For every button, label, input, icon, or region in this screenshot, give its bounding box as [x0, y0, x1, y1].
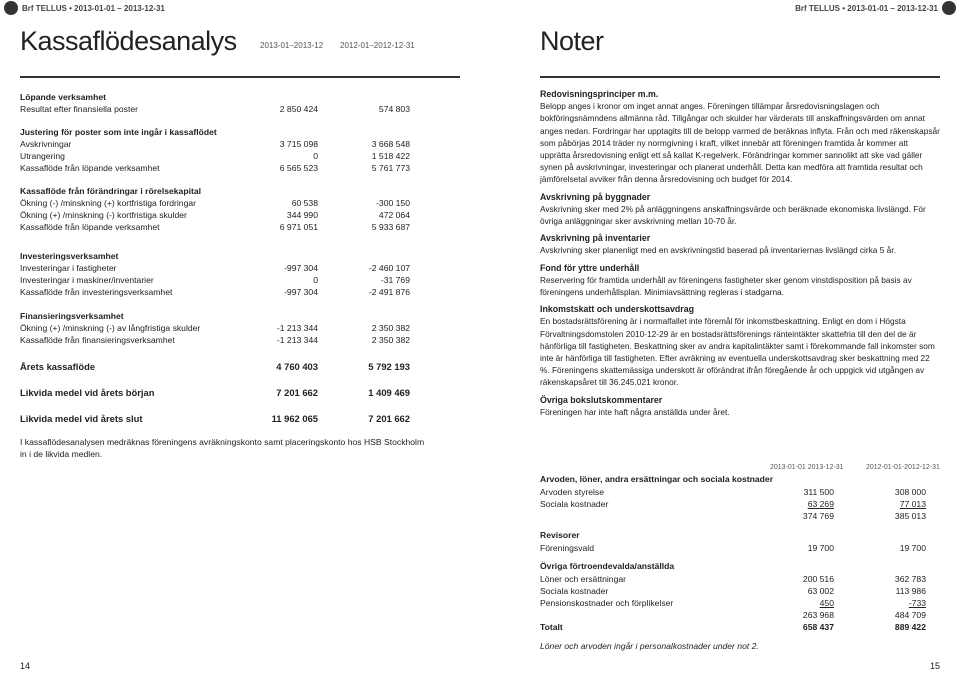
- row-label: Löner och ersättningar: [540, 574, 626, 584]
- page-title-noter: Noter: [540, 26, 604, 56]
- row-value-2013: 7 201 662: [276, 387, 318, 398]
- row-value-2012: 889 422: [894, 622, 926, 632]
- note-section: [540, 88, 940, 186]
- note-heading: Avskrivning på inventarier: [540, 233, 651, 244]
- row-label: Ökning (+) /minskning (-) av långfristiga skulder: [20, 323, 201, 333]
- note-heading: Inkomstskatt och underskottsavdrag: [540, 304, 694, 315]
- row-label: Kassaflöde från förändringar i rörelsekapital: [20, 186, 202, 196]
- row-value-2013: 658 437: [802, 622, 834, 632]
- brf-logo-icon: [942, 1, 956, 15]
- title-rule-right: [540, 76, 940, 78]
- row-value-2013: 0: [313, 151, 318, 161]
- notes-column-header-2013: 2013-01-01 2013-12-31: [770, 464, 844, 471]
- row-value-2013: 11 962 065: [271, 413, 318, 424]
- row-label: Avskrivningar: [20, 139, 72, 149]
- row-label: Kassaflöde från löpande verksamhet: [20, 163, 160, 173]
- row-value-2013: 63 002: [807, 586, 834, 596]
- row-label: Likvida medel vid årets början: [20, 387, 155, 398]
- note-body: En bostadsrättsförening är i normalfallet inte föremål för inkomstbeskattning. Enligt en dom i Högsta Förvaltningsdomstolen 2010-12-29 är en bostadsrättsförenings ränteintäkter skattefria till den del de är hänförliga till fastigheten. Beskattning sker av andra kapitalintäkter samt i förekommande fall inkomster som inte är hänförliga till fastigheten. Efter avräkning av eventuella underskottsavdrag sker beskattning med 22 %. Föreningens skattemässiga underskott är oförändrat ifrån föregående år och uppgick vid utgången av räkenskapsåret till 36.245.021 kronor.: [540, 316, 935, 388]
- row-value-2013: 4 760 403: [276, 361, 318, 372]
- row-value-2013: 19 700: [807, 543, 834, 553]
- row-label: Investeringsverksamhet: [20, 251, 119, 261]
- row-value-2012: 308 000: [894, 487, 926, 497]
- row-value-2013: 63 269: [807, 499, 834, 509]
- column-header-2013: 2013-01–2013-12: [260, 41, 324, 50]
- row-value-2012: 362 783: [894, 574, 926, 584]
- note-heading: Fond för yttre underhåll: [540, 262, 640, 273]
- row-value-2013: 2 850 424: [279, 104, 318, 114]
- row-label: Investeringar i maskiner/inventarier: [20, 275, 154, 285]
- row-label: Investeringar i fastigheter: [20, 263, 117, 273]
- row-label: Finansieringsverksamhet: [20, 311, 124, 321]
- row-label: Ökning (-) /minskning (+) kortfristiga fordringar: [20, 198, 196, 208]
- row-value-2012: 2 350 382: [371, 323, 410, 333]
- row-label: Kassaflöde från investeringsverksamhet: [20, 287, 173, 297]
- row-value-2012: 19 700: [899, 543, 926, 553]
- note-heading: Redovisningsprinciper m.m.: [540, 89, 659, 99]
- note-section: [540, 394, 940, 418]
- row-value-2013: 374 769: [802, 511, 834, 521]
- row-label: Sociala kostnader: [540, 586, 609, 596]
- row-label: Arvoden styrelse: [540, 487, 605, 497]
- column-header-2012: 2012-01–2012-12-31: [340, 41, 415, 50]
- row-label: Totalt: [540, 622, 563, 632]
- row-value-2012: 1 518 422: [371, 151, 410, 161]
- note-body: Avskrivning sker planenligt med en avskrivningstid baserad på inventariernas livslängd cirka 5 år.: [540, 245, 896, 256]
- row-label: Arvoden, löner, andra ersättningar och sociala kostnader: [540, 474, 774, 484]
- right-header: [795, 0, 960, 16]
- row-value-2012: 484 709: [894, 610, 926, 620]
- row-value-2013: 200 516: [802, 574, 834, 584]
- right-header-text: Brf TELLUS • 2013-01-01 – 2013-12-31: [795, 3, 938, 13]
- row-value-2012: 5 761 773: [371, 163, 410, 173]
- row-label: Kassaflöde från löpande verksamhet: [20, 222, 160, 232]
- brf-logo-icon: [4, 1, 18, 15]
- row-value-2012: -31 769: [380, 275, 410, 285]
- note-body: Reservering för framtida underhåll av föreningens fastigheter sker genom vinstdisposition på basis av föreningens underhållsplan. Minimiavsättning regleras i stadgarna.: [540, 274, 912, 298]
- row-value-2012: 7 201 662: [368, 413, 410, 424]
- row-label: Sociala kostnader: [540, 499, 609, 509]
- row-value-2013: 344 990: [286, 210, 318, 220]
- note-heading: Övriga bokslutskommentarer: [540, 394, 663, 405]
- cashflow-note: I kassaflödesanalysen medräknas föreningens avräkningskonto samt placeringskonto hos HSB Stockholm in i de likvida medlen.: [20, 437, 425, 459]
- row-value-2012: 5 933 687: [371, 222, 410, 232]
- row-value-2013: 60 538: [291, 198, 318, 208]
- row-label: Föreningsvald: [540, 543, 594, 553]
- row-value-2013: -1 213 344: [276, 323, 318, 333]
- row-value-2012: 385 013: [894, 511, 926, 521]
- left-header: [0, 0, 165, 16]
- row-value-2012: 574 803: [378, 104, 410, 114]
- row-label: Övriga förtroendevalda/anställda: [540, 561, 675, 571]
- page-number-right: 15: [929, 661, 940, 671]
- row-value-2012: 3 668 548: [371, 139, 410, 149]
- title-rule: [20, 76, 460, 78]
- notes-column-header-2012: 2012-01-01-2012-12-31: [866, 464, 940, 471]
- row-value-2012: 1 409 469: [368, 387, 410, 398]
- row-value-2013: 3 715 098: [279, 139, 318, 149]
- row-label: Resultat efter finansiella poster: [20, 104, 138, 114]
- row-value-2012: 472 064: [378, 210, 410, 220]
- note-section: [540, 262, 940, 299]
- row-value-2012: 113 986: [895, 586, 926, 596]
- row-label: Löpande verksamhet: [20, 92, 106, 102]
- row-label: Revisorer: [540, 530, 580, 540]
- row-value-2012: 2 350 382: [371, 335, 410, 345]
- row-value-2013: 450: [819, 598, 834, 608]
- row-value-2013: -1 213 344: [276, 335, 318, 345]
- note-section: [540, 303, 940, 388]
- page-number-left: 14: [20, 661, 31, 671]
- row-value-2012: -2 460 107: [368, 263, 410, 273]
- row-value-2012: -2 491 876: [368, 287, 410, 297]
- row-value-2012: 5 792 193: [368, 361, 410, 372]
- row-value-2013: 311 500: [803, 487, 834, 497]
- note-body: Belopp anges i kronor om inget annat anges. Föreningen tillämpar årsredovisningslagen och bokföringsnämndens allmänna råd. Tillgångar och skulder har värderats till anskaffningsvärden om annat anges nedan. Fordringar har upptagits till de belopp varmed de beräknas inflyta. Från och med räkenskapsår som påbörjas 2014 träder ny normgivning i kraft, vilket innebär att föreningen framtida år kommer att upprätta årsredovisning enligt ett så kallat K-regelverk. Förändringar kommer sannolikt att ske vad gäller synen på avskrivningar, investeringar och planerat underhåll. Detta kan medföra att framtida resultat och jämförelsetal avviker från denna årsredovisning och budget för 2014.: [540, 101, 940, 185]
- notes-footnote: Löner och arvoden ingår i personalkostnader under not 2.: [540, 641, 759, 651]
- row-value-2013: -997 304: [284, 287, 318, 297]
- left-header-text: Brf TELLUS • 2013-01-01 – 2013-12-31: [22, 3, 165, 13]
- row-label: Ökning (+) /minskning (-) kortfristiga skulder: [20, 210, 187, 220]
- note-body: Föreningen har inte haft några anställda under året.: [540, 406, 730, 417]
- row-label: Kassaflöde från finansieringsverksamhet: [20, 335, 175, 345]
- row-value-2013: -997 304: [284, 263, 318, 273]
- row-value-2012: -300 150: [376, 198, 410, 208]
- notes-text: [540, 88, 940, 423]
- row-label: Pensionskostnader och förplikelser: [540, 598, 674, 608]
- row-value-2012: 77 013: [899, 499, 926, 509]
- row-label: Likvida medel vid årets slut: [20, 413, 143, 424]
- row-label: Justering för poster som inte ingår i kassaflödet: [20, 127, 217, 137]
- note-section: [540, 232, 940, 256]
- row-value-2012: -733: [908, 598, 926, 608]
- page-title-kassaflode: Kassaflödesanalys: [20, 26, 237, 56]
- row-value-2013: 6 971 051: [279, 222, 318, 232]
- row-value-2013: 263 968: [802, 610, 834, 620]
- note-body: Avskrivning sker med 2% på anläggningens anskaffningsvärde och beräknade ekonomiska livslängd. För övriga anläggningar sker avskrivning mellan 10-70 år.: [540, 203, 926, 227]
- row-label: Utrangering: [20, 151, 65, 161]
- note-section: [540, 191, 940, 228]
- row-value-2013: 6 565 523: [279, 163, 318, 173]
- note-heading: Avskrivning på byggnader: [540, 191, 651, 202]
- row-label: Årets kassaflöde: [20, 361, 96, 372]
- row-value-2013: 0: [313, 275, 318, 285]
